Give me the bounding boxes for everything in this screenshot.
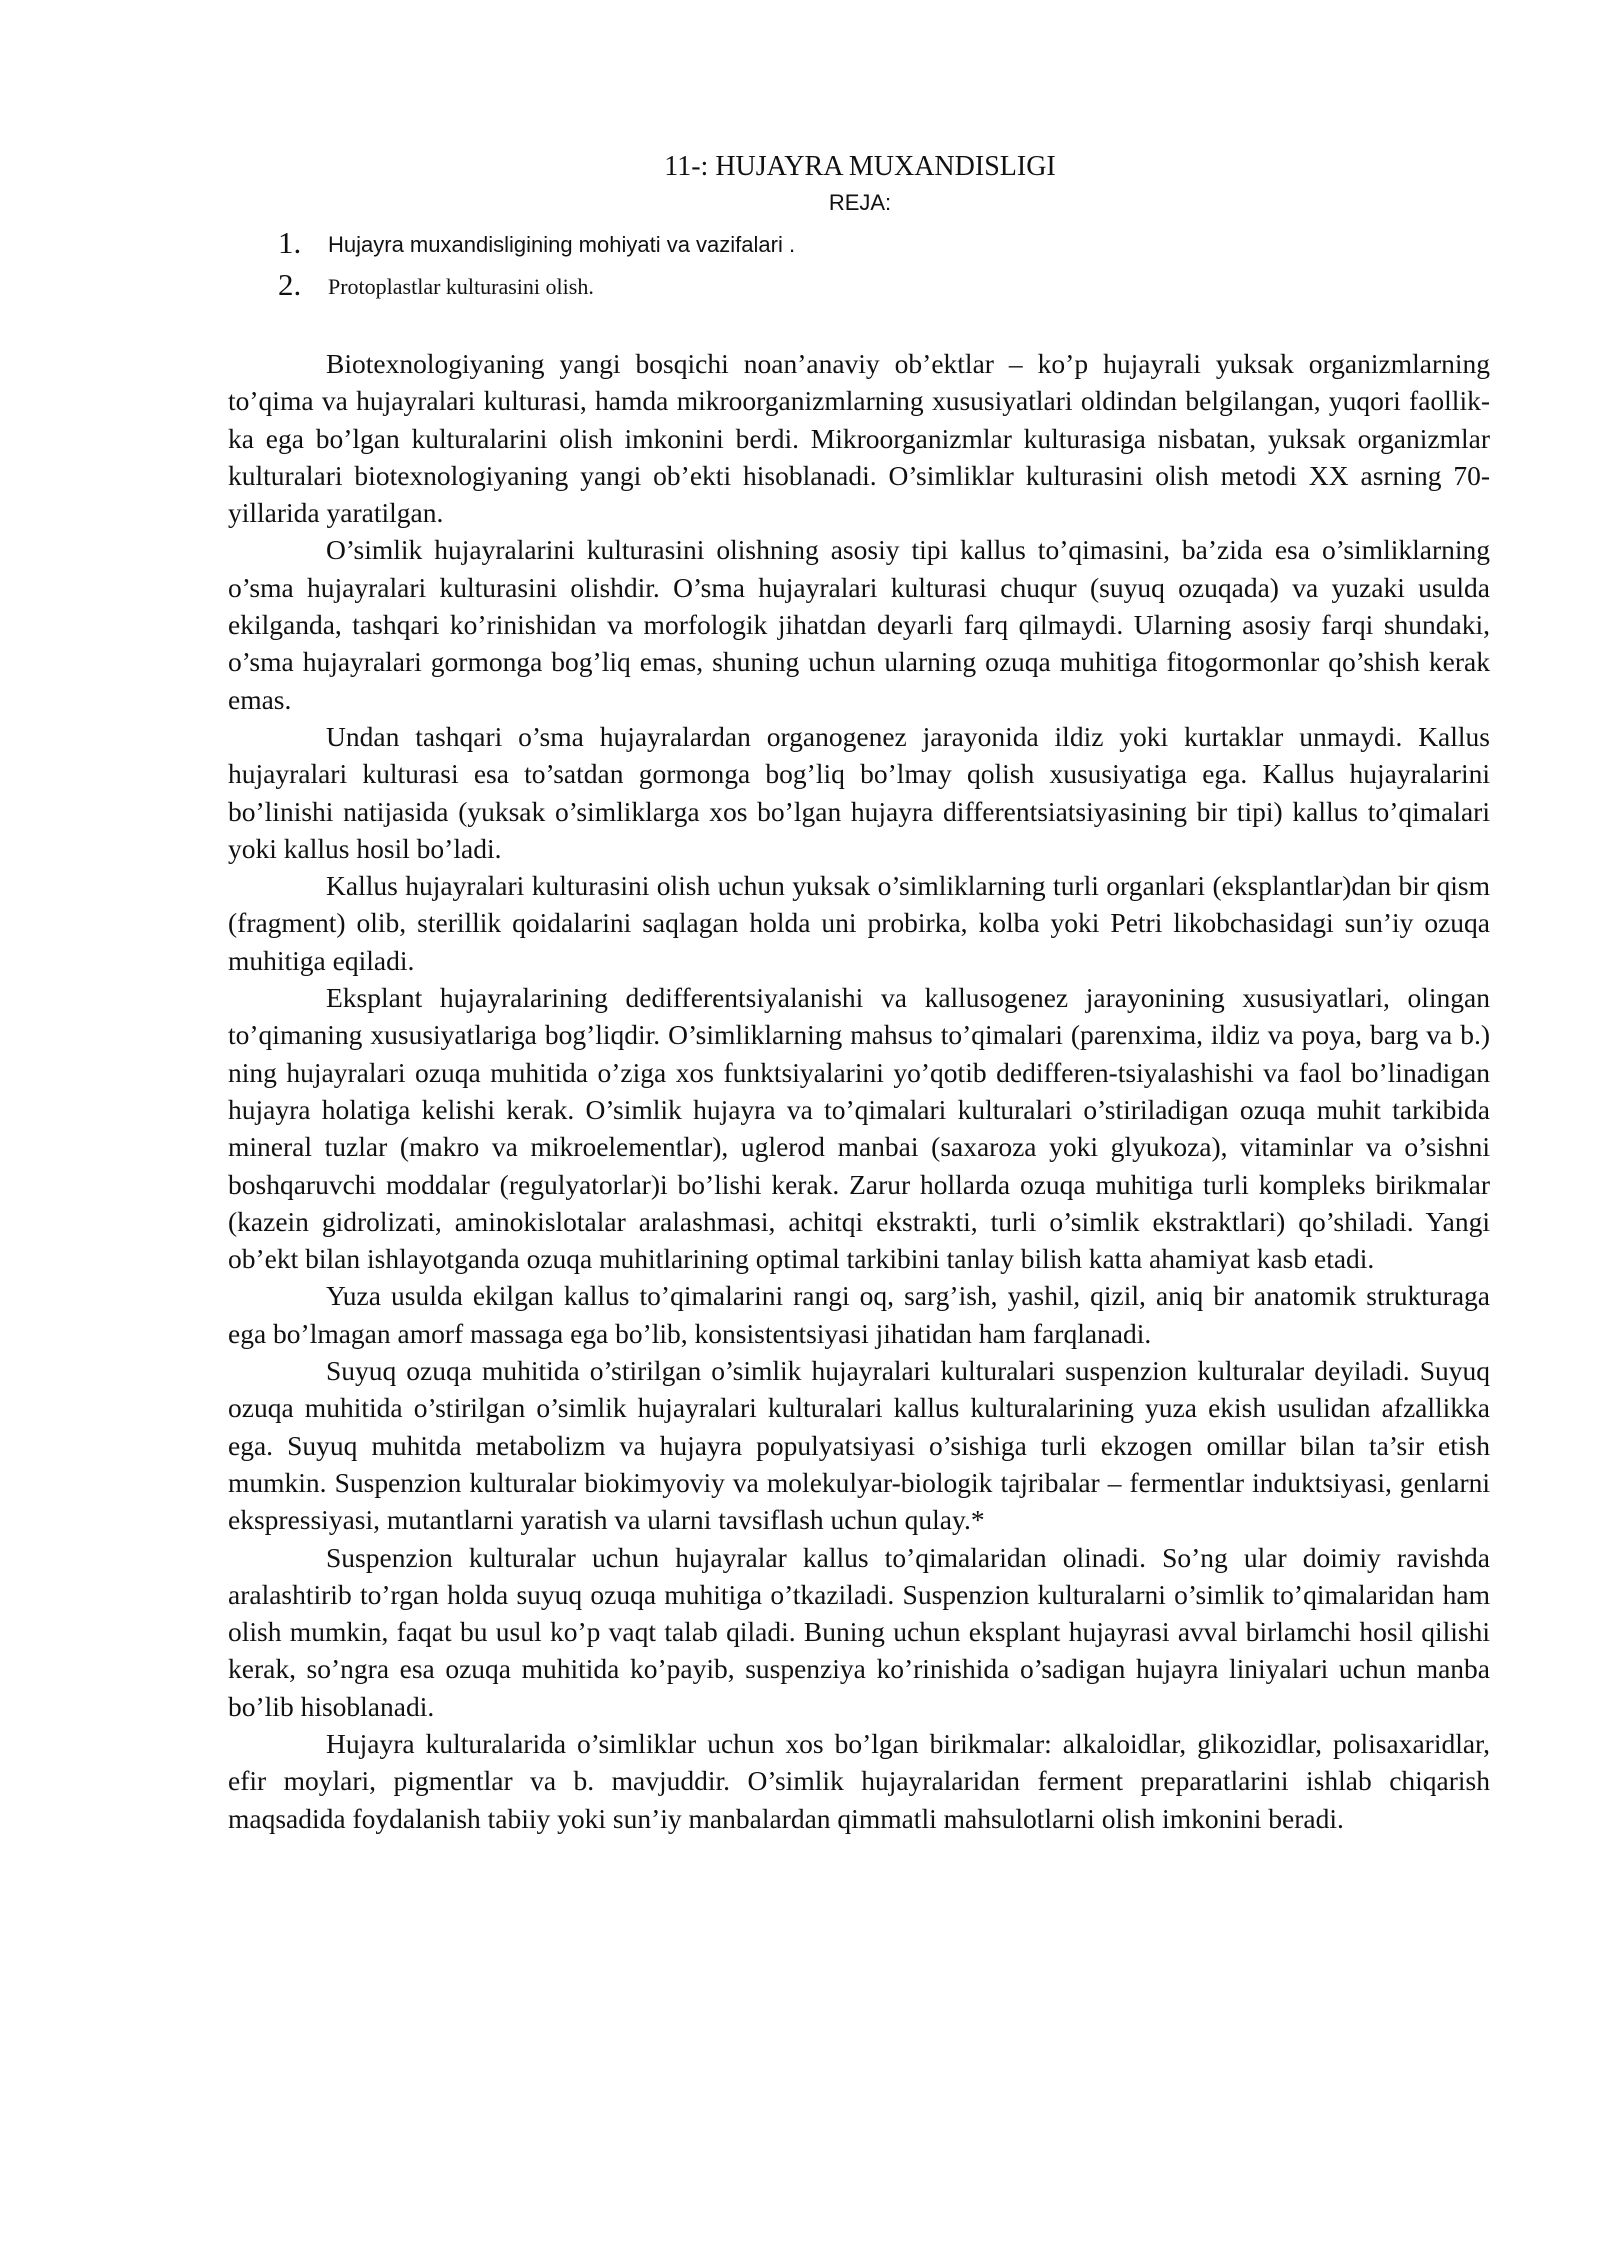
paragraph: Kallus hujayralari kulturasini olish uchun yuksak o’simliklarning turli organlari (eksplantlar)dan bir qism (fragment) olib, sterillik qoidalarini saqlagan holda uni probirka, kolba yoki Petri likobchasidagi sun’iy ozuqa muhitiga eqiladi. [228,870,1490,976]
document-title: 11-: HUJAYRA MUXANDISLIGI [664,151,1056,182]
plan-item-number: 1. [278,225,302,260]
body-text [228,345,1490,1837]
plan-heading: REJA: [828,190,892,215]
paragraph: Biotexnologiyaning yangi bosqichi noan’anaviy ob’ektlar – ko’p hujayrali yuksak organizmlarning to’qima va hujayralari kulturasi, hamda mikroorganizmlarning xususiyatlari oldindan belgilangan, yuqori faollik-ka ega bo’lgan kulturalarini olish imkonini berdi. Mikroorganizmlar kulturasiga nisbatan, yuksak organizmlar kulturalari biotexnologiyaning yangi ob’ekti hisoblanadi. O’simliklar kulturasini olish metodi XX asrning 70-yillarida yaratilgan. [228,348,1490,529]
paragraph: Hujayra kulturalarida o’simliklar uchun xos bo’lgan birikmalar: alkaloidlar, glikozidlar, polisaxaridlar, efir moylari, pigmentlar va b. mavjuddir. O’simlik hujayralaridan ferment preparatlarini ishlab chiqarish maqsadida foydalanish tabiiy yoki sun’iy manbalardan qimmatli mahsulotlarni olish imkonini beradi. [228,1727,1490,1834]
paragraph: Suyuq ozuqa muhitida o’stirilgan o’simlik hujayralari kulturalari suspenzion kulturalar deyiladi. Suyuq ozuqa muhitida o’stirilgan o’simlik hujayralari kulturalari kallus kulturalarining yuza ekish usulidan afzallikka ega. Suyuq muhitda metabolizm va hujayra populyatsiyasi o’sishiga turli ekzogen omillar bilan ta’sir etish mumkin. Suspenzion kulturalar biokimyoviy va molekulyar-biologik tajribalar – fermentlar induktsiyasi, genlarni ekspressiyasi, mutantlarni yaratish va ularni tavsiflash uchun qulay.* [228,1355,1490,1536]
plan-item-text: Protoplastlar kulturasini olish. [328,274,594,299]
plan-item-text: Hujayra muxandisligining mohiyati va vazifalari . [328,232,796,257]
paragraph: Suspenzion kulturalar uchun hujayralar kallus to’qimalaridan olinadi. So’ng ular doimiy ravishda aralashtirib to’rgan holda suyuq ozuqa muhitiga o’tkaziladi. Suspenzion kulturalarni o’simlik to’qimalaridan ham olish mumkin, faqat bu usul ko’p vaqt talab qiladi. Buning uchun eksplant hujayrasi avval birlamchi hosil qilishi kerak, so’ngra esa ozuqa muhitida ko’payib, suspenziya ko’rinishida o’sadigan hujayra liniyalari uchun manba bo’lib hisoblanadi. [228,1541,1490,1722]
plan-item-number: 2. [278,267,302,302]
paragraph: Undan tashqari o’sma hujayralardan organogenez jarayonida ildiz yoki kurtaklar unmaydi. Kallus hujayralari kulturasi esa to’satdan gormonga bog’liq bo’lmay qolish xususiyatiga ega. Kallus hujayralarini bo’linishi natijasida (yuksak o’simliklarga xos bo’lgan hujayra differentsiatsiyasining bir tipi) kallus to’qimalari yoki kallus hosil bo’ladi. [228,720,1490,864]
paragraph: Eksplant hujayralarining dedifferentsiyalanishi va kallusogenez jarayonining xususiyatlari, olingan to’qimaning xususiyatlariga bog’liqdir. O’simliklarning mahsus to’qimalari (parenxima, ildiz va poya, barg va b.) ning hujayralari ozuqa muhitida o’ziga xos funktsiyalarini yo’qotib dedifferen-tsiyalashishi va faol bo’linadigan hujayra holatiga kelishi kerak. O’simlik hujayra va to’qimalari kulturalari o’stiriladigan ozuqa muhit tarkibida mineral tuzlar (makro va mikroelementlar), uglerod manbai (saxaroza yoki glyukoza), vitaminlar va o’sishni boshqaruvchi moddalar (regulyatorlar)i bo’lishi kerak. Zarur hollarda ozuqa muhitiga turli kompleks birikmalar (kazein gidrolizati, aminokislotalar aralashmasi, achitqi ekstrakti, turli o’simlik ekstraktlari) qo’shiladi. Yangi ob’ekt bilan ishlayotganda ozuqa muhitlarining optimal tarkibini tanlay bilish katta ahamiyat kasb etadi. [228,982,1490,1275]
paragraph: Yuza usulda ekilgan kallus to’qimalarini rangi oq, sarg’ish, yashil, qizil, aniq bir anatomik strukturaga ega bo’lmagan amorf massaga ega bo’lib, konsistentsiyasi jihatidan ham farqlanadi. [228,1280,1490,1349]
paragraph: O’simlik hujayralarini kulturasini olishning asosiy tipi kallus to’qimasini, ba’zida esa o’simliklarning o’sma hujayralari kulturasini olishdir. O’sma hujayralari kulturasi chuqur (suyuq ozuqada) va yuzaki usulda ekilganda, tashqari ko’rinishidan va morfologik jihatdan deyarli farq qilmaydi. Ularning asosiy farqi shundaki, o’sma hujayralari gormonga bog’liq emas, shuning uchun ularning ozuqa muhitiga fitogormonlar qo’shish kerak emas. [228,534,1490,715]
